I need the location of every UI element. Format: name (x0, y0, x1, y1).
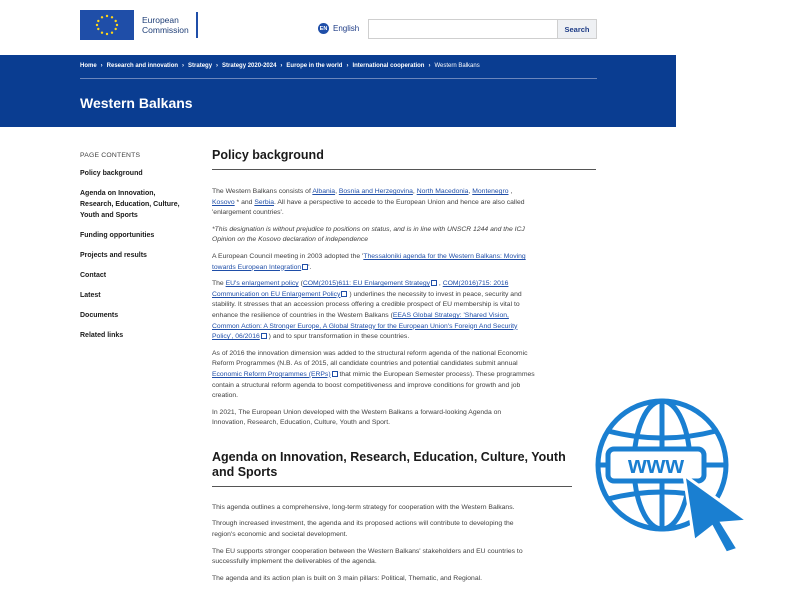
text: As of 2016 the innovation dimension was added to the structural reform agenda of the national Economic Reform Programmes (N.B. As of 2015, all candidate countries and potential candidates submit annual (212, 349, 528, 368)
link-bosnia[interactable]: Bosnia and Herzegovina (338, 188, 413, 195)
text: , (335, 188, 339, 195)
section-heading-policy-background: Policy background (212, 148, 596, 170)
text: The Western Balkans consists of (212, 188, 313, 195)
paragraph-2021-agenda: In 2021, The European Union developed with the Western Balkans a forward-looking Agenda on Innovation, Research, Education, Culture, Youth and Sport. (212, 408, 502, 427)
text: * and (234, 198, 255, 206)
main-content (212, 148, 596, 584)
external-link-icon (341, 291, 347, 297)
breadcrumb-item-strategy-2020[interactable]: Strategy 2020-2024 (222, 63, 277, 69)
text: , (412, 188, 417, 195)
text: '. (308, 263, 312, 271)
sidebar-item-funding[interactable]: Funding opportunities (80, 232, 155, 239)
sidebar-item-latest[interactable]: Latest (80, 292, 101, 299)
text: , (468, 188, 473, 195)
breadcrumb-separator: › (182, 63, 185, 69)
link-thessaloniki-agenda[interactable]: Thessaloniki agenda for the Western Balkans: Moving towards European Integration (212, 252, 526, 271)
breadcrumb-item-strategy[interactable]: Strategy (188, 63, 213, 69)
eu-flag-icon (80, 10, 134, 40)
paragraph-agenda-outline: This agenda outlines a comprehensive, long-term strategy for cooperation with the Western Balkans. (212, 503, 515, 511)
text: ) underlines the necessity to invest in peace, security and stability. It stresses that an accession process offering a credible prospect of EU membership is vital to enhance the resilience of countries in the Western Balkans ( (212, 290, 522, 319)
breadcrumb-separator: › (280, 63, 283, 69)
breadcrumb-divider (80, 78, 597, 79)
link-montenegro[interactable]: Montenegro (472, 188, 509, 195)
paragraph-innovation-dimension (212, 349, 536, 402)
sidebar-item-agenda[interactable]: Agenda on Innovation, Research, Education, Culture, Youth and Sports (80, 190, 180, 219)
logo-text (142, 15, 189, 35)
link-eeas-global-strategy[interactable]: EEAS Global Strategy: 'Shared Vision, Common Action: A Stronger Europe, A Global Strategy for the European Union's Foreign And Security Policy', 06/2016 (212, 311, 518, 341)
page-banner (0, 55, 676, 127)
link-serbia[interactable]: Serbia (254, 198, 274, 206)
link-com-2016-715[interactable]: COM(2016)715: 2016 Communication on EU Enlargement Policy (212, 280, 509, 298)
sidebar-item-projects[interactable]: Projects and results (80, 252, 147, 259)
external-link-icon (431, 280, 437, 286)
link-erps[interactable]: Economic Reform Programmes (ERPs) (212, 370, 331, 378)
language-icon: EN (318, 23, 329, 34)
paragraph-enlargement-policy (212, 279, 536, 343)
link-albania[interactable]: Albania (312, 188, 336, 195)
link-com-2015-611[interactable]: COM(2015)611: EU Enlargement Strategy (302, 280, 431, 288)
text: . All have a perspective to accede to the European Union and hence are also called 'enlargement countries'. (212, 198, 525, 217)
link-enlargement-policy[interactable]: EU's enlargement policy (225, 280, 299, 288)
breadcrumb-item-intl-coop[interactable]: International cooperation (352, 63, 425, 69)
logo-line-2: Commission (142, 25, 189, 35)
logo-line-1: European (142, 15, 179, 25)
text: that mimic the European Semester process). These programmes contain a structural reform agenda to boost competitiveness and improve conditions for growth and job creation. (212, 370, 535, 400)
mouse-cursor-icon (684, 475, 748, 553)
breadcrumb-item-home[interactable]: Home (80, 63, 97, 69)
page-contents-nav (80, 152, 190, 350)
language-label: English (333, 24, 360, 33)
paragraph-western-balkans (212, 187, 536, 219)
logo-divider (196, 12, 198, 38)
text: , (437, 280, 443, 288)
breadcrumb-separator: › (216, 63, 219, 69)
external-link-icon (332, 371, 338, 377)
paragraph-investment: Through increased investment, the agenda and its proposed actions will contribute to developing the region's economic and societal development. (212, 520, 514, 539)
page-title: Western Balkans (80, 95, 193, 111)
eu-stars-icon (94, 13, 120, 37)
external-link-icon (261, 333, 267, 339)
language-selector[interactable] (318, 23, 359, 34)
search-button[interactable]: Search (557, 20, 596, 38)
breadcrumb-separator: › (346, 63, 349, 69)
paragraph-kosovo-note: *This designation is without prejudice to positions on status, and is in line with UNSCR 1244 and the ICJ Opinion on the Kosovo declaration of independence (212, 225, 525, 244)
breadcrumb-item-europe-world[interactable]: Europe in the world (286, 63, 343, 69)
paragraph-pillars: The agenda and its action plan is built on 3 main pillars: Political, Thematic, and Regional. (212, 574, 483, 582)
globe-cursor-icon (590, 393, 758, 553)
link-kosovo[interactable]: Kosovo (212, 198, 235, 206)
sidebar-item-policy-background[interactable]: Policy background (80, 170, 143, 177)
text: A European Council meeting in 2003 adopted the ' (212, 252, 364, 260)
paragraph-cooperation: The EU supports stronger cooperation between the Western Balkans' stakeholders and EU countries to successfully implement the deliverables of the agenda. (212, 547, 523, 566)
sidebar-item-related-links[interactable]: Related links (80, 332, 124, 339)
breadcrumb-separator: › (100, 63, 103, 69)
breadcrumb-separator: › (428, 63, 431, 69)
section-heading-agenda: Agenda on Innovation, Research, Education, Culture, Youth and Sports (212, 450, 572, 487)
search-box (368, 19, 597, 39)
paragraph-thessaloniki (212, 252, 536, 273)
text: ) and to spur transformation in these countries. (266, 333, 410, 341)
text: , (508, 188, 513, 195)
breadcrumb (80, 63, 480, 69)
search-input[interactable] (369, 20, 557, 38)
european-commission-logo[interactable] (80, 10, 198, 40)
link-north-macedonia[interactable]: North Macedonia (416, 188, 469, 195)
text: ( (298, 280, 303, 288)
breadcrumb-item-current: Western Balkans (434, 63, 480, 69)
site-header (0, 0, 676, 55)
www-text: www (627, 452, 685, 479)
sidebar-item-documents[interactable]: Documents (80, 312, 119, 319)
page-contents-heading: PAGE CONTENTS (80, 152, 141, 159)
text: The (212, 280, 226, 288)
external-link-icon (302, 264, 308, 270)
breadcrumb-item-research[interactable]: Research and innovation (106, 63, 179, 69)
sidebar-item-contact[interactable]: Contact (80, 272, 107, 279)
